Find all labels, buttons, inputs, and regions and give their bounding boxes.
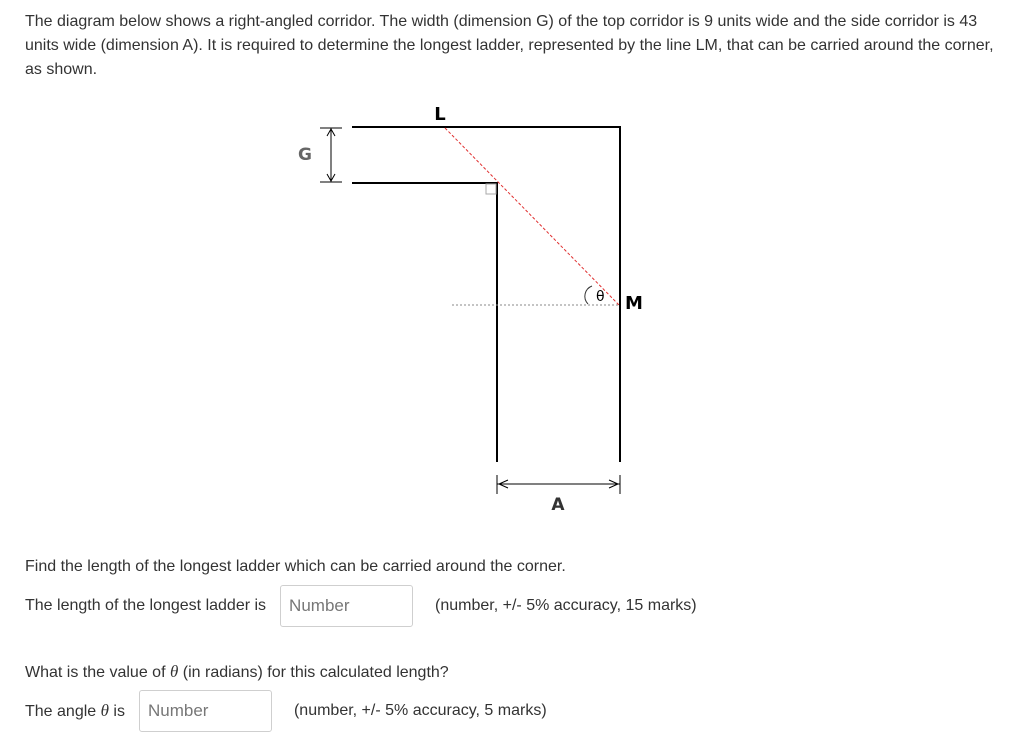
part1-hint: (number, +/- 5% accuracy, 15 marks): [435, 597, 697, 614]
label-g: G: [298, 145, 312, 165]
label-l: L: [434, 104, 446, 125]
label-theta: θ: [596, 289, 605, 305]
part2-answer-row: [25, 690, 547, 732]
part2-label-after: is: [108, 703, 125, 720]
outer-wall: [352, 127, 620, 462]
label-a: A: [551, 495, 565, 515]
part1-answer-row: [25, 585, 697, 627]
label-m: M: [625, 293, 643, 314]
question-text: The diagram below shows a right-angled corridor. The width (dimension G) of the top corridor is 9 units wide and the side corridor is 43 units wide (dimension A). It is required to determine the longest ladder, represented by the line LM, that can be carried around the corner, as shown.: [25, 13, 994, 78]
angle-input[interactable]: [139, 690, 272, 732]
part2-prompt: [25, 662, 449, 683]
part2-prompt-before: What is the value of: [25, 664, 170, 681]
part2-label: [25, 701, 125, 721]
part2-label-before: The angle: [25, 703, 101, 720]
theta-arc: [585, 286, 592, 304]
inner-wall: [352, 183, 497, 462]
part1-prompt: Find the length of the longest ladder which can be carried around the corner.: [25, 558, 566, 575]
corner-marker: [486, 184, 496, 194]
theta-symbol-label: θ: [100, 701, 109, 720]
part2-hint: (number, +/- 5% accuracy, 5 marks): [293, 702, 547, 719]
part2-prompt-after: (in radians) for this calculated length?: [178, 664, 449, 681]
part1-label: The length of the longest ladder is: [25, 597, 267, 614]
ladder-line: [445, 128, 619, 305]
ladder-length-input[interactable]: [280, 585, 413, 627]
theta-symbol: θ: [169, 662, 179, 681]
